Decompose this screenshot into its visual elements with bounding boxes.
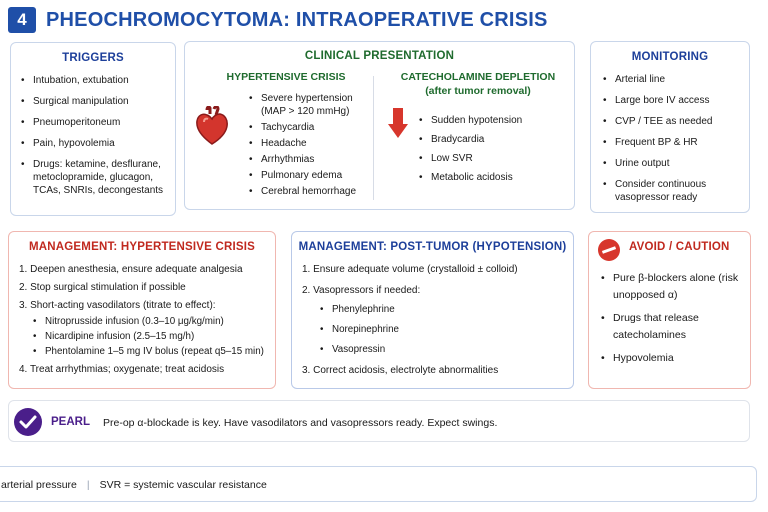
list-item: • Consider continuous vasopressor ready [603,178,749,204]
monitoring-list [603,73,749,204]
step-item: 1. Ensure adequate volume (crystalloid ± colloid) [302,264,518,275]
list-item: • Norepinephrine [320,323,573,336]
footer-separator: | [86,479,90,491]
vasopressor-list [320,303,573,356]
avoid-list [601,270,746,373]
list-item: • Arterial line [603,73,749,86]
list-item: • Urine output [603,157,749,170]
list-item: • Bradycardia [419,133,571,146]
step-item: 4. Treat arrhythmias; oxygenate; treat acidosis [19,364,225,375]
footer-left: arterial pressure [1,479,77,491]
step-item [19,299,275,358]
step-item [302,284,573,356]
heart-icon [195,106,229,146]
list-item: • Headache [249,137,375,150]
catecholamine-depletion-section [385,70,571,190]
triggers-card [10,42,176,216]
list-item: • Vasopressin [320,343,573,356]
list-item: • Severe hypertension (MAP > 120 mmHg) [249,92,375,118]
hypertensive-crisis-title: HYPERTENSIVE CRISIS [226,71,346,83]
catecholamine-depletion-title: CATECHOLAMINE DEPLETION [400,71,556,83]
list-item: • CVP / TEE as needed [603,115,749,128]
pearl-text: Pre-op α-blockade is key. Have vasodilators and vasopressors ready. Expect swings. [103,417,498,429]
list-item: • Nicardipine infusion (2.5–15 mg/h) [33,330,275,343]
management-hypertensive-title: MANAGEMENT: HYPERTENSIVE CRISIS [28,241,255,253]
footer-text [1,479,267,491]
management-hypertensive-steps [19,263,275,376]
management-post-tumor-card [291,231,574,389]
list-item: • Pure β-blockers alone (risk unopposed α) [601,270,746,304]
triggers-title: TRIGGERS [62,52,124,64]
page-title: PHEOCHROMOCYTOMA: INTRAOPERATIVE CRISIS [46,8,548,31]
triggers-list [21,74,175,197]
management-hypertensive-card [8,231,276,389]
list-item: • Pulmonary edema [249,169,375,182]
catecholamine-depletion-list [419,114,571,184]
list-item: • Intubation, extubation [21,74,175,87]
abbreviations-footer [0,466,757,502]
avoid-caution-title: AVOID / CAUTION [629,241,730,253]
vasodilator-list [33,315,275,358]
monitoring-card [590,41,750,213]
arrow-down-icon [387,106,409,140]
list-item: • Arrhythmias [249,153,375,166]
prohibited-icon [597,238,621,262]
step-text: 2. Vasopressors if needed: [302,285,421,296]
list-item: • Tachycardia [249,121,375,134]
list-item: • Drugs that release catecholamines [601,310,746,344]
section-number-badge: 4 [8,7,36,33]
step-item: 3. Correct acidosis, electrolyte abnormalities [302,365,499,376]
list-item: • Large bore IV access [603,94,749,107]
list-item: • Drugs: ketamine, desflurane, metoclopramide, glucagon, TCAs, SNRIs, decongestants [21,158,175,197]
checkmark-icon [13,407,43,437]
hypertensive-crisis-list [249,92,375,198]
list-item: • Surgical manipulation [21,95,175,108]
column-divider [373,76,374,200]
management-post-tumor-title: MANAGEMENT: POST-TUMOR (HYPOTENSION) [298,241,567,253]
clinical-presentation-card [184,41,575,210]
clinical-title: CLINICAL PRESENTATION [304,50,455,62]
management-post-tumor-steps [302,263,573,377]
list-item: • Pneumoperitoneum [21,116,175,129]
list-item: • Low SVR [419,152,571,165]
list-item: • Metabolic acidosis [419,171,571,184]
pearl-label: PEARL [51,416,90,428]
footer-right: SVR = systemic vascular resistance [99,479,267,491]
step-item: 1. Deepen anesthesia, ensure adequate analgesia [19,264,243,275]
list-item: • Hypovolemia [601,350,746,367]
list-item: • Frequent BP & HR [603,136,749,149]
list-item: • Phenylephrine [320,303,573,316]
list-item: • Sudden hypotension [419,114,571,127]
step-text: 3. Short-acting vasodilators (titrate to effect): [19,300,216,311]
pearl-banner [8,400,750,442]
avoid-caution-card [588,231,751,389]
monitoring-title: MONITORING [631,51,709,63]
list-item: • Cerebral hemorrhage [249,185,375,198]
list-item: • Phentolamine 1–5 mg IV bolus (repeat q5–15 min) [33,345,275,358]
catecholamine-depletion-subtitle: (after tumor removal) [425,85,531,97]
list-item: • Nitroprusside infusion (0.3–10 μg/kg/min) [33,315,275,328]
page-header [8,6,548,34]
list-item: • Pain, hypovolemia [21,137,175,150]
step-item: 2. Stop surgical stimulation if possible [19,282,186,293]
